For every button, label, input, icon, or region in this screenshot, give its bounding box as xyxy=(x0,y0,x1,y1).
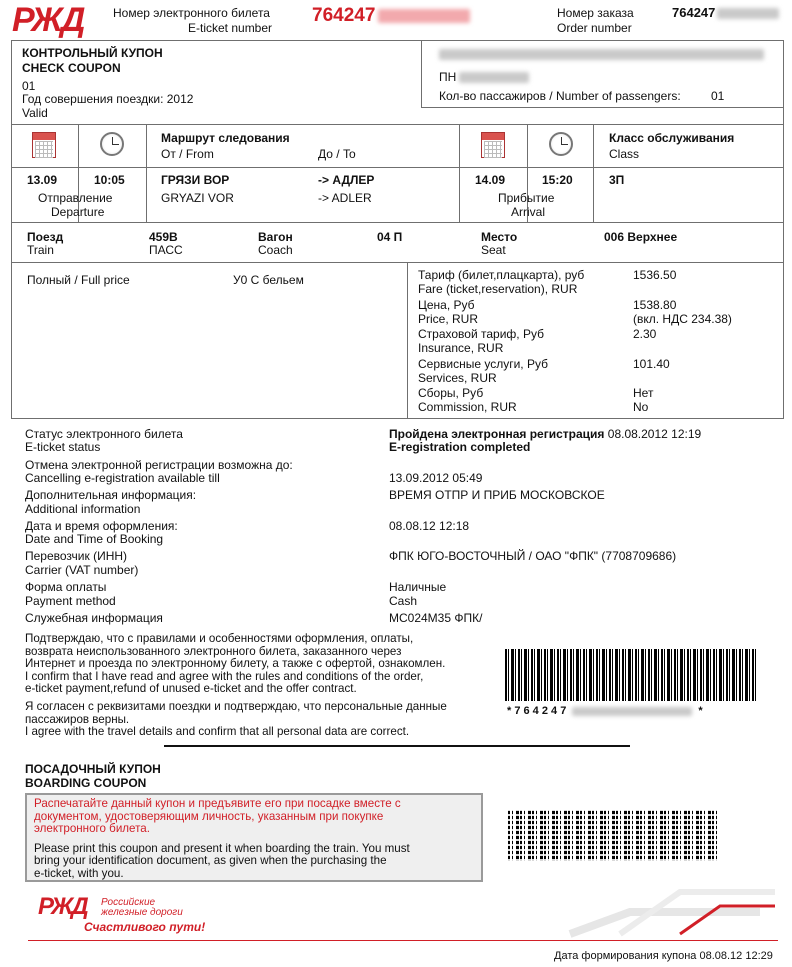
payment-label-ru: Форма оплаты xyxy=(25,580,107,594)
cut-line xyxy=(164,745,630,747)
coach-number: 04 П xyxy=(377,230,403,244)
calendar-icon xyxy=(32,132,56,158)
eticket-label-ru: Номер электронного билета xyxy=(113,6,270,20)
boarding-title-ru: ПОСАДОЧНЫЙ КУПОН xyxy=(25,762,161,776)
footer-rzd-logo: РЖД xyxy=(38,893,87,920)
barcode-caption: * 7 6 4 2 4 7 * xyxy=(507,705,703,717)
service-class: 3П xyxy=(609,173,625,187)
footer-logo-line1: Российские xyxy=(101,897,156,908)
coach-label-en: Coach xyxy=(258,243,293,257)
status-label-en: E-ticket status xyxy=(25,440,101,454)
arrival-label-en: Arrival xyxy=(511,205,546,219)
train-label-en: Train xyxy=(27,243,54,257)
footer-divider xyxy=(28,940,778,941)
cancel-value: 13.09.2012 05:49 xyxy=(389,471,483,485)
arrival-time: 15:20 xyxy=(542,173,573,187)
check-coupon-title-en: CHECK COUPON xyxy=(22,61,121,75)
seat-label-en: Seat xyxy=(481,243,506,257)
order-label-en: Order number xyxy=(557,21,632,35)
additional-value: ВРЕМЯ ОТПР И ПРИБ МОСКОВСКОЕ xyxy=(389,488,605,502)
check-coupon-title-ru: КОНТРОЛЬНЫЙ КУПОН xyxy=(22,46,163,60)
booking-value: 08.08.12 12:18 xyxy=(389,519,470,533)
payment-label-en: Payment method xyxy=(25,594,116,608)
order-number: 764247 xyxy=(672,5,779,20)
coupon-code: 01 xyxy=(22,79,36,93)
cancel-label-ru: Отмена электронной регистрации возможна до: xyxy=(25,458,293,472)
fare-row: Страховой тариф, Руб Insurance, RUR 2.30 xyxy=(418,327,657,355)
fare-type: Полный / Full price xyxy=(27,273,130,287)
passenger-document: ПН xyxy=(439,70,529,84)
booking-label-en: Date and Time of Booking xyxy=(25,532,164,546)
additional-label-ru: Дополнительная информация: xyxy=(25,488,197,502)
route-title: Маршрут следования xyxy=(161,131,290,145)
valid-label: Valid xyxy=(22,106,48,120)
coupon-generated-date: Дата формирования купона 08.08.12 12:29 xyxy=(554,950,773,962)
arrival-label-ru: Прибытие xyxy=(498,191,555,205)
carrier-label-en: Carrier (VAT number) xyxy=(25,563,139,577)
passengers-label: Кол-во пассажиров / Number of passengers: xyxy=(439,89,681,103)
rzd-logo: РЖД xyxy=(12,1,84,39)
calendar-icon xyxy=(481,132,505,158)
order-label-ru: Номер заказа xyxy=(557,6,634,20)
trip-year: Год совершения поездки: 2012 xyxy=(22,92,194,106)
service-info-value: МС024М35 ФПК/ xyxy=(389,611,483,625)
payment-value-en: Cash xyxy=(389,594,418,608)
eticket-barcode xyxy=(505,649,758,701)
departure-label-en: Departure xyxy=(51,205,105,219)
fare-row: Сборы, Руб Commission, RUR Нет No xyxy=(418,386,654,414)
confirmation-text: Подтверждаю, что с правилами и особенностями оформления, оплаты, возврата неиспользованного электронного билета, заказанного через Интернет и проезда по электронному билету, а также с офертой, ознакомлен. I confirm that I have read and agree with the rules and conditions of the order, e-ticket payment,refund of unused e-ticket and the offer contract. Я согласен с реквизитами поездки и подтверждаю, что персональные данные пассажиров верны. I agree with the travel details and confirm that all personal data are correct. xyxy=(25,632,447,739)
train-label-ru: Поезд xyxy=(27,230,64,244)
to-station-en: -> ADLER xyxy=(318,191,372,205)
cancel-label-en: Cancelling e-registration available till xyxy=(25,471,220,485)
passenger-name-redacted xyxy=(439,47,764,61)
seat-label-ru: Место xyxy=(481,230,518,244)
carrier-value: ФПК ЮГО-ВОСТОЧНЫЙ / ОАО "ФПК" (7708709686) xyxy=(389,549,677,563)
footer-slogan: Счастливого пути! xyxy=(84,920,206,934)
from-station-en: GRYAZI VOR xyxy=(161,191,234,205)
status-label-ru: Статус электронного билета xyxy=(25,427,183,441)
fare-table xyxy=(418,268,778,415)
class-title: Класс обслуживания xyxy=(609,131,735,145)
passengers-count: 01 xyxy=(711,89,725,103)
train-type: ПАСС xyxy=(149,243,183,257)
clock-icon xyxy=(100,132,124,156)
eticket-label-en: E-ticket number xyxy=(188,21,273,35)
from-station-ru: ГРЯЗИ ВОР xyxy=(161,173,230,187)
clock-icon xyxy=(549,132,573,156)
departure-label-ru: Отправление xyxy=(38,191,113,205)
route-to-label: До / To xyxy=(318,147,356,161)
arrival-date: 14.09 xyxy=(475,173,506,187)
status-value-en: E-registration completed xyxy=(389,440,531,454)
seat-number: 006 Верхнее xyxy=(604,230,678,244)
booking-label-ru: Дата и время оформления: xyxy=(25,519,178,533)
coach-label-ru: Вагон xyxy=(258,230,293,244)
payment-value-ru: Наличные xyxy=(389,580,447,594)
to-station-ru: -> АДЛЕР xyxy=(318,173,375,187)
fare-row: Цена, Руб Price, RUR 1538.80 (вкл. НДС 234.38) xyxy=(418,298,732,326)
train-number: 459В xyxy=(149,230,178,244)
route-from-label: От / From xyxy=(161,147,214,161)
carrier-label-ru: Перевозчик (ИНН) xyxy=(25,549,128,563)
footer-swoosh xyxy=(560,882,780,940)
fare-row: Тариф (билет,плацкарта), руб Fare (ticket,reservation), RUR 1536.50 xyxy=(418,268,677,296)
departure-time: 10:05 xyxy=(94,173,125,187)
class-sub: Class xyxy=(609,147,640,161)
fare-service: У0 С бельем xyxy=(233,273,304,287)
eticket-number: 764247 xyxy=(312,5,470,27)
footer-logo-line2: железные дороги xyxy=(101,907,183,918)
fare-row: Сервисные услуги, Руб Services, RUR 101.40 xyxy=(418,357,670,385)
service-info-label: Служебная информация xyxy=(25,611,163,625)
status-value-ru: Пройдена электронная регистрация 08.08.2012 12:19 xyxy=(389,427,702,441)
additional-label-en: Additional information xyxy=(25,502,141,516)
departure-date: 13.09 xyxy=(27,173,58,187)
boarding-title-en: BOARDING COUPON xyxy=(25,776,147,790)
boarding-notice: Распечатайте данный купон и предъявите его при посадке вместе с документом, удостоверяющим личность, указанным при покупке электронного билета. Please print this coupon and present it when boarding the train. You must bring your identification document, as given when the purchasing the e-ticket, with you. xyxy=(25,793,483,882)
boarding-2d-barcode xyxy=(508,810,718,861)
